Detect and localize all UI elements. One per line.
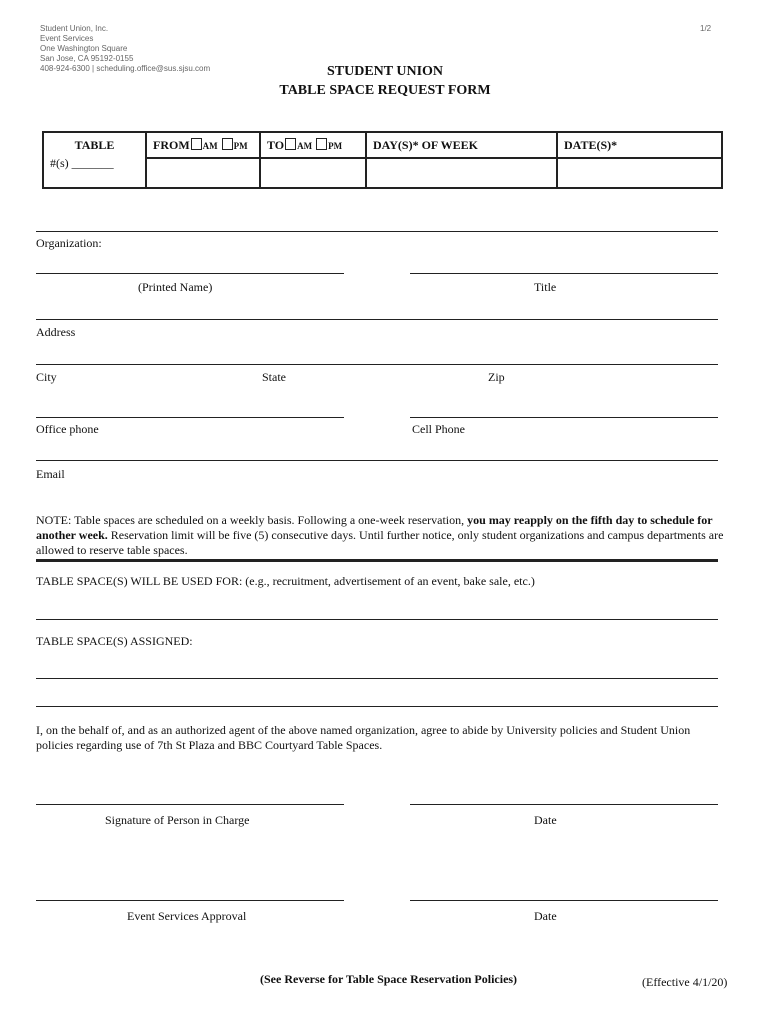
city-state-zip-line[interactable]: [36, 364, 718, 365]
assigned-label: TABLE SPACE(S) ASSIGNED:: [36, 634, 193, 648]
org-line: Student Union, Inc.: [40, 24, 109, 33]
printed-name-label: (Printed Name): [138, 280, 213, 294]
address-label: Address: [36, 325, 76, 339]
from-time-cell[interactable]: [146, 158, 260, 188]
dates-cell[interactable]: [557, 158, 722, 188]
date-line-1[interactable]: [410, 804, 718, 805]
dates-header: DATE(S)*: [557, 132, 722, 158]
table-number-label: #(s) _______: [50, 156, 114, 170]
note-bold: you may reapply on the fifth day to schedule for another week.: [36, 513, 713, 542]
assigned-line-2[interactable]: [36, 706, 718, 707]
approval-line[interactable]: [36, 900, 344, 901]
am-checkbox[interactable]: [191, 138, 202, 150]
effective-date: (Effective 4/1/20): [642, 975, 728, 989]
date-label-2: Date: [534, 909, 557, 923]
agreement-text: I, on the behalf of, and as an authorized agent of the above named organization, agree to abide by University policies and Student Union policies regarding use of 7th St Plaza and BBC Courtyard Table Spaces.: [36, 723, 691, 752]
title-label: Title: [534, 280, 557, 294]
assigned-line-1[interactable]: [36, 678, 718, 679]
pm-label: PM: [233, 141, 248, 151]
signature-line[interactable]: [36, 804, 344, 805]
to-time-header: [260, 132, 366, 158]
note-prefix: NOTE: Table spaces are scheduled on a weekly basis. Following a one-week reservation,: [36, 513, 468, 527]
table-label: TABLE: [74, 138, 115, 152]
address-line[interactable]: [36, 319, 718, 320]
days-cell[interactable]: [366, 158, 557, 188]
office-phone-label: Office phone: [36, 422, 99, 436]
am-label: AM: [202, 141, 218, 151]
office-phone-line[interactable]: [36, 417, 344, 418]
organization-line[interactable]: [36, 231, 718, 232]
title-line[interactable]: [410, 273, 718, 274]
cell-phone-line[interactable]: [410, 417, 718, 418]
to-time-cell[interactable]: [260, 158, 366, 188]
reverse-note: (See Reverse for Table Space Reservation Policies): [260, 972, 518, 986]
pm-checkbox[interactable]: [222, 138, 233, 150]
used-for-label: TABLE SPACE(S) WILL BE USED FOR: (e.g., recruitment, advertisement of an event, bake sale, etc.): [36, 574, 535, 588]
printed-name-line[interactable]: [36, 273, 344, 274]
org-line: 408-924-6300 | scheduling.office@sus.sjsu.com: [40, 64, 211, 73]
from-time-header: [146, 132, 260, 158]
page-number: 1/2: [700, 24, 712, 33]
zip-label: Zip: [488, 370, 505, 384]
note-paragraph: [36, 513, 736, 558]
state-label: State: [262, 370, 286, 384]
am-label: AM: [297, 141, 313, 151]
from-label: FROM: [153, 138, 190, 152]
note-rest: Reservation limit will be five (5) consecutive days. Until further notice, only student organizations and campus departments are allowed to reserve table spaces.: [36, 528, 724, 557]
signature-label: Signature of Person in Charge: [105, 813, 250, 827]
org-line: San Jose, CA 95192-0155: [40, 54, 134, 63]
used-for-line[interactable]: [36, 619, 718, 620]
am-checkbox[interactable]: [285, 138, 296, 150]
days-header: DAY(S)* OF WEEK: [366, 132, 557, 158]
email-label: Email: [36, 467, 65, 481]
title-line-1: STUDENT UNION: [326, 64, 444, 79]
cell-phone-label: Cell Phone: [412, 422, 465, 436]
email-line[interactable]: [36, 460, 718, 461]
title-line-2: TABLE SPACE REQUEST FORM: [279, 83, 491, 98]
date-label-1: Date: [534, 813, 557, 827]
to-label: TO: [267, 138, 285, 152]
pm-checkbox[interactable]: [316, 138, 327, 150]
organization-label: Organization:: [36, 236, 102, 250]
approval-label: Event Services Approval: [127, 909, 247, 923]
city-label: City: [36, 370, 57, 384]
date-line-2[interactable]: [410, 900, 718, 901]
section-divider: [36, 559, 718, 562]
org-line: One Washington Square: [40, 44, 128, 53]
pm-label: PM: [328, 141, 343, 151]
org-line: Event Services: [40, 34, 94, 43]
request-table: [42, 131, 723, 189]
table-number-cell[interactable]: [43, 132, 146, 188]
